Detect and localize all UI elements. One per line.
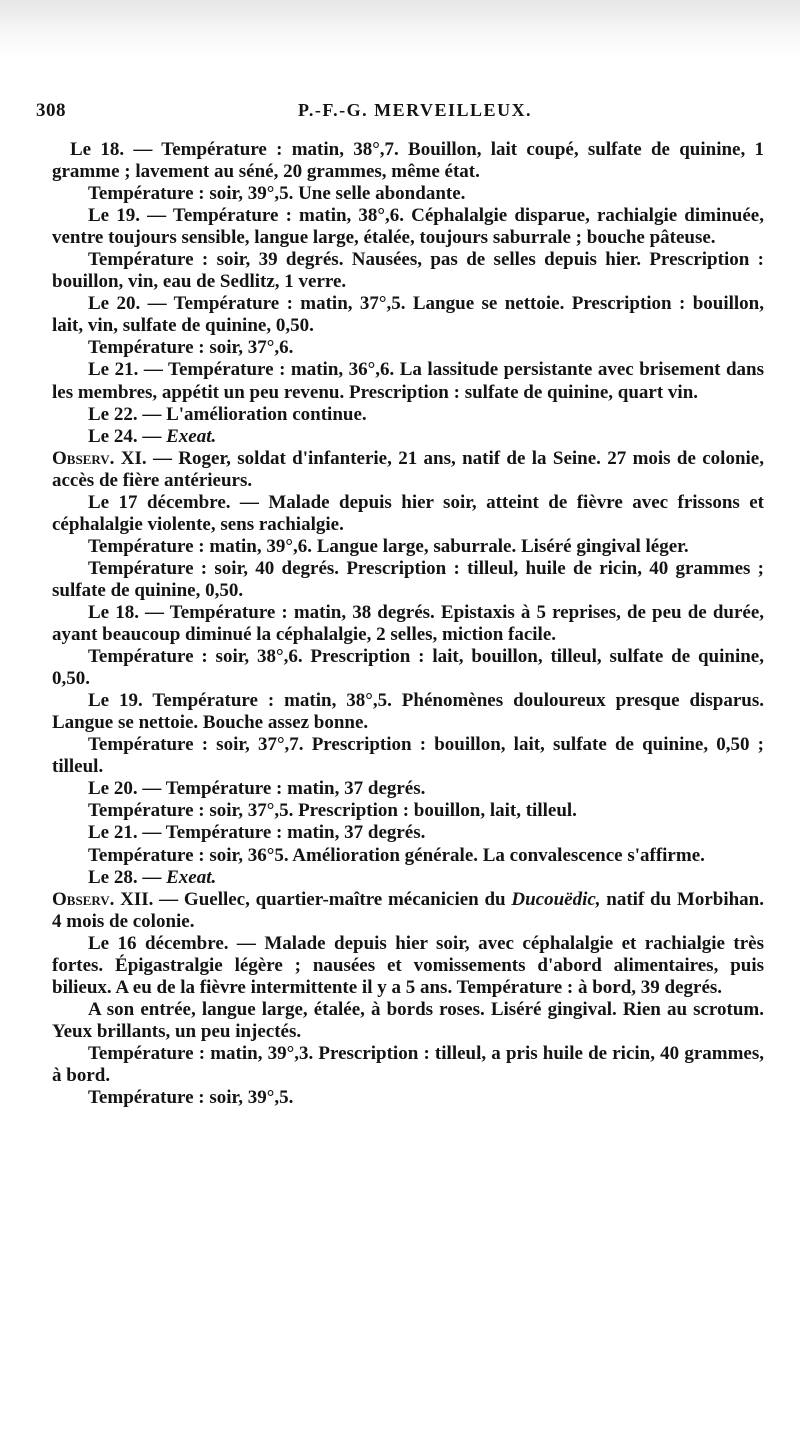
exeat-prefix: Le 24. — — [88, 425, 167, 447]
page-number: 308 — [36, 100, 66, 121]
exeat-prefix: Le 28. — — [88, 866, 167, 888]
scan-top-shadow — [0, 0, 800, 60]
paragraph: Le 18. — Température : matin, 38 degrés. Epistaxis à 5 reprises, de peu de durée, ayant beaucoup diminué la céphalalgie, 2 selles, miction facile. — [52, 601, 764, 646]
paragraph: Température : matin, 39°,6. Langue large, saburrale. Liséré gingival léger. — [88, 535, 689, 557]
page-header — [36, 100, 764, 126]
paragraph: Température : soir, 40 degrés. Prescription : tilleul, huile de ricin, 40 grammes ; sulfate de quinine, 0,50. — [52, 557, 764, 601]
exeat-line — [52, 426, 764, 448]
paragraph: Température : soir, 39°,5. — [88, 1087, 294, 1109]
observation-text: XI. — Roger, soldat d'infanterie, 21 ans, natif de la Seine. 27 mois de colonie, accès de fière antérieurs. — [52, 447, 764, 491]
paragraph: Température : soir, 37°,5. Prescription : bouillon, lait, tilleul. — [88, 800, 577, 822]
paragraph: Température : soir, 38°,6. Prescription : lait, bouillon, tilleul, sulfate de quinine, 0,50. — [52, 646, 764, 690]
observation-label: Observ. — [52, 888, 115, 910]
ship-name: Ducouëdic, — [511, 888, 601, 910]
observation-label: Observ. — [52, 447, 115, 469]
paragraph: Température : matin, 39°,3. Prescription : tilleul, a pris huile de ricin, 40 grammes, à bord. — [52, 1042, 764, 1086]
observation-heading — [52, 448, 764, 492]
paragraph: A son entrée, langue large, étalée, à bords roses. Liséré gingival. Rien au scrotum. Yeux brillants, un peu injectés. — [52, 998, 764, 1042]
exeat-line — [52, 867, 764, 889]
paragraph: Le 16 décembre. — Malade depuis hier soir, avec céphalalgie et rachialgie très fortes. Épigastralgie légère ; nausées et vomissements d'abord alimentaires, puis bilieux. A eu de la fièvre intermittente il y a 5 ans. Température : à bord, 39 degrés. — [52, 932, 764, 998]
paragraph: Le 18. — Température : matin, 38°,7. Bouillon, lait coupé, sulfate de quinine, 1 gramme ; lavement au séné, 20 grammes, même état. — [52, 139, 764, 183]
paragraph: Le 22. — L'amélioration continue. — [88, 403, 367, 425]
paragraph: Température : soir, 37°,6. — [88, 337, 294, 359]
observation-text: XII. — Guellec, quartier-maître mécanicien du — [114, 888, 512, 910]
paragraph: Le 19. Température : matin, 38°,5. Phénomènes douloureux presque disparus. Langue se nettoie. Bouche assez bonne. — [52, 690, 764, 734]
observation-heading — [52, 889, 764, 933]
exeat-word: Exeat. — [166, 425, 217, 447]
paragraph: Température : soir, 39 degrés. Nausées, pas de selles depuis hier. Prescription : bouillon, vin, eau de Sedlitz, 1 verre. — [52, 249, 764, 293]
paragraph: Le 20. — Température : matin, 37°,5. Langue se nettoie. Prescription : bouillon, lait, vin, sulfate de quinine, 0,50. — [52, 293, 764, 337]
paragraph: Le 19. — Température : matin, 38°,6. Céphalalgie disparue, rachialgie diminuée, ventre toujours sensible, langue large, étalée, toujours saburrale ; bouche pâteuse. — [52, 205, 764, 249]
observation-text: natif du Morbihan. 4 mois de colonie. — [52, 888, 764, 932]
paragraph: Le 21. — Température : matin, 36°,6. La lassitude persistante avec brisement dans les membres, appétit un peu revenu. Prescription : sulfate de quinine, quart vin. — [52, 359, 764, 403]
body-text — [52, 139, 764, 1109]
exeat-word: Exeat. — [166, 866, 217, 888]
paragraph: Température : soir, 39°,5. Une selle abondante. — [88, 183, 466, 205]
paragraph: Température : soir, 36°5. Amélioration générale. La convalescence s'affirme. — [88, 844, 705, 866]
paragraph: Température : soir, 37°,7. Prescription : bouillon, lait, sulfate de quinine, 0,50 ; tilleul. — [52, 734, 764, 778]
running-head: P.-F.-G. MERVEILLEUX. — [298, 100, 533, 120]
paragraph: Le 17 décembre. — Malade depuis hier soir, atteint de fièvre avec frissons et céphalalgie violente, sens rachialgie. — [52, 491, 764, 535]
paragraph: Le 20. — Température : matin, 37 degrés. — [88, 778, 426, 800]
paragraph: Le 21. — Température : matin, 37 degrés. — [88, 822, 426, 844]
